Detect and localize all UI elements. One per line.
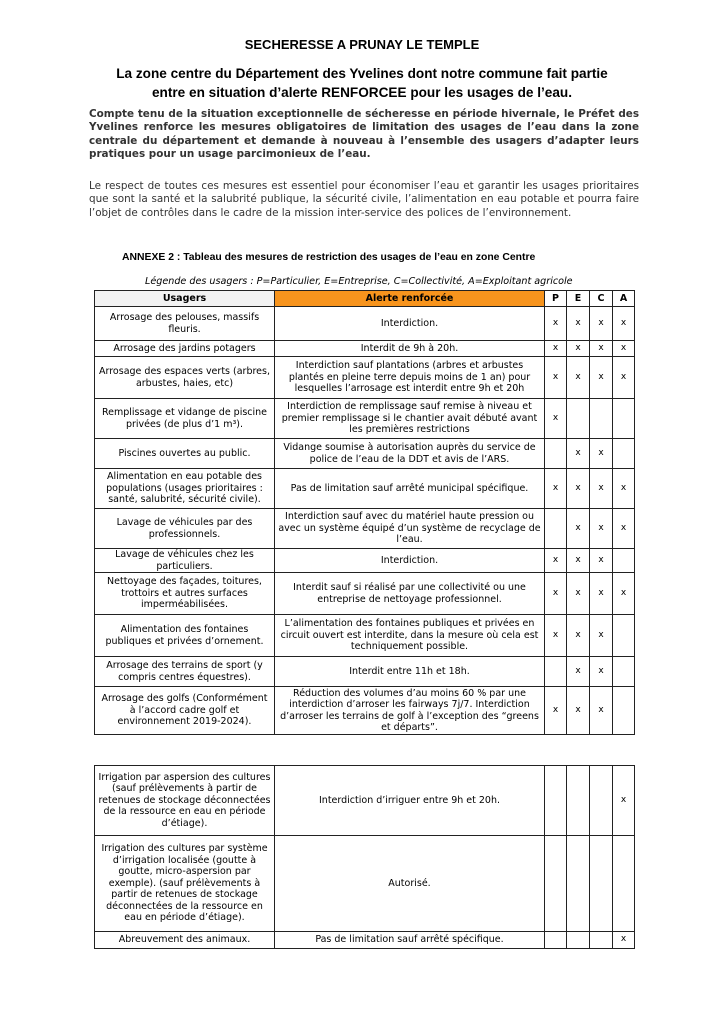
intro-paragraph-2: Le respect de toutes ces mesures est essentiel pour économiser l’eau et garantir les usages prioritaires que sont la santé et la salubrité publique, la sécurité civile, l’alimentation en eau potable et pourra faire l’objet de contrôles dans le cadre de la mission inter-service des polices de l’environnement. [89, 180, 639, 219]
measure-cell: L’alimentation des fontaines publiques et privées en circuit ouvert est interdite, dans la mesure où cela est techniquement possible. [275, 615, 545, 657]
usage-cell: Abreuvement des animaux. [95, 932, 275, 949]
table-row [95, 399, 635, 439]
table-row [95, 549, 635, 573]
cell-e: x [567, 341, 590, 357]
table-row [95, 657, 635, 687]
measure-cell: Autorisé. [275, 836, 545, 932]
cell-p: x [545, 549, 567, 573]
usage-cell: Alimentation des fontaines publiques et privées d’ornement. [95, 615, 275, 657]
cell-e: x [567, 549, 590, 573]
cell-p [545, 509, 567, 549]
table-row [95, 932, 635, 949]
cell-e [567, 766, 590, 836]
cell-e: x [567, 307, 590, 341]
subtitle-line-2: entre en situation d’alerte RENFORCEE pour les usages de l’eau. [152, 85, 572, 100]
cell-p: x [545, 573, 567, 615]
usage-cell: Piscines ouvertes au public. [95, 439, 275, 469]
cell-e: x [567, 687, 590, 735]
cell-a [613, 615, 635, 657]
measure-cell: Interdiction. [275, 307, 545, 341]
cell-e: x [567, 509, 590, 549]
cell-c: x [590, 657, 613, 687]
cell-a: x [613, 932, 635, 949]
restrictions-table [94, 290, 635, 735]
cell-a [613, 399, 635, 439]
table-row [95, 469, 635, 509]
annex-legend: Légende des usagers : P=Particulier, E=Entreprise, C=Collectivité, A=Exploitant agricole [145, 276, 573, 287]
usage-cell: Irrigation des cultures par système d’irrigation localisée (goutte à goutte, micro-aspersion par exemple). (sauf prélèvements à partir de retenues de stockage déconnectées de la ressource en eau en période d’étiage). [95, 836, 275, 932]
cell-c: x [590, 469, 613, 509]
restrictions-table-continued [94, 765, 635, 949]
usage-cell: Remplissage et vidange de piscine privées (de plus d’1 m³). [95, 399, 275, 439]
usage-cell: Irrigation par aspersion des cultures (sauf prélèvements à partir de retenues de stockage déconnectées de la ressource en eau en période d’étiage). [95, 766, 275, 836]
cell-a [613, 687, 635, 735]
table-row [95, 615, 635, 657]
cell-a: x [613, 573, 635, 615]
cell-p: x [545, 687, 567, 735]
cell-p: x [545, 615, 567, 657]
cell-e [567, 836, 590, 932]
intro-paragraph-1: Compte tenu de la situation exceptionnelle de sécheresse en période hivernale, le Préfet des Yvelines renforce les mesures obligatoires de limitation des usages de l’eau dans la zone centrale du département et demande à nouveau à l’ensemble des usagers d’adapter leurs pratiques pour un usage parcimonieux de l’eau. [89, 108, 639, 161]
cell-e: x [567, 439, 590, 469]
usage-cell: Nettoyage des façades, toitures, trottoirs et autres surfaces imperméabilisées. [95, 573, 275, 615]
cell-c [590, 399, 613, 439]
cell-e: x [567, 615, 590, 657]
cell-p: x [545, 469, 567, 509]
usage-cell: Arrosage des jardins potagers [95, 341, 275, 357]
header-usagers: Usagers [95, 291, 275, 307]
cell-c: x [590, 687, 613, 735]
cell-c: x [590, 341, 613, 357]
cell-e: x [567, 357, 590, 399]
table-row [95, 439, 635, 469]
header-p: P [545, 291, 567, 307]
cell-p: x [545, 357, 567, 399]
header-c: C [590, 291, 613, 307]
measure-cell: Réduction des volumes d’au moins 60 % par une interdiction d’arroser les fairways 7j/7. Interdiction d’arroser les terrains de golf à l’exception des “greens et départs”. [275, 687, 545, 735]
cell-p: x [545, 307, 567, 341]
cell-p [545, 657, 567, 687]
measure-cell: Pas de limitation sauf arrêté spécifique. [275, 932, 545, 949]
measure-cell: Interdit entre 11h et 18h. [275, 657, 545, 687]
usage-cell: Arrosage des pelouses, massifs fleuris. [95, 307, 275, 341]
cell-e [567, 399, 590, 439]
table-row [95, 307, 635, 341]
usage-cell: Lavage de véhicules par des professionnels. [95, 509, 275, 549]
cell-p [545, 932, 567, 949]
cell-c: x [590, 573, 613, 615]
header-e: E [567, 291, 590, 307]
cell-p: x [545, 341, 567, 357]
header-a: A [613, 291, 635, 307]
cell-c [590, 932, 613, 949]
measure-cell: Interdiction sauf avec du matériel haute pression ou avec un système équipé d’un système de recyclage de l’eau. [275, 509, 545, 549]
cell-c: x [590, 439, 613, 469]
page-title: SECHERESSE A PRUNAY LE TEMPLE [244, 37, 480, 52]
subtitle-line-1: La zone centre du Département des Yvelines dont notre commune fait partie [116, 66, 608, 81]
cell-c: x [590, 357, 613, 399]
cell-p: x [545, 399, 567, 439]
cell-c [590, 836, 613, 932]
cell-c: x [590, 615, 613, 657]
measure-cell: Interdiction d’irriguer entre 9h et 20h. [275, 766, 545, 836]
cell-c [590, 766, 613, 836]
cell-a: x [613, 766, 635, 836]
usage-cell: Lavage de véhicules chez les particuliers. [95, 549, 275, 573]
cell-c: x [590, 549, 613, 573]
cell-a: x [613, 341, 635, 357]
measure-cell: Interdiction. [275, 549, 545, 573]
usage-cell: Arrosage des terrains de sport (y compris centres équestres). [95, 657, 275, 687]
page-subtitle [60, 64, 664, 102]
cell-e [567, 932, 590, 949]
usage-cell: Arrosage des espaces verts (arbres, arbustes, haies, etc) [95, 357, 275, 399]
measure-cell: Interdiction sauf plantations (arbres et arbustes plantés en pleine terre depuis moins de 1 an) pour lesquelles l’arrosage est interdit entre 9h et 20h [275, 357, 545, 399]
table-header-row [95, 291, 635, 307]
cell-e: x [567, 573, 590, 615]
table-row [95, 766, 635, 836]
table-row [95, 573, 635, 615]
usage-cell: Arrosage des golfs (Conformément à l’accord cadre golf et environnement 2019-2024). [95, 687, 275, 735]
cell-a [613, 439, 635, 469]
cell-p [545, 766, 567, 836]
header-alerte-renforcee: Alerte renforcée [275, 291, 545, 307]
table-row [95, 836, 635, 932]
cell-a [613, 836, 635, 932]
table-row [95, 509, 635, 549]
cell-c: x [590, 307, 613, 341]
cell-a [613, 657, 635, 687]
cell-c: x [590, 509, 613, 549]
cell-e: x [567, 657, 590, 687]
measure-cell: Interdiction de remplissage sauf remise à niveau et premier remplissage si le chantier avait débuté avant les premières restrictions [275, 399, 545, 439]
cell-a: x [613, 357, 635, 399]
table-row [95, 687, 635, 735]
cell-p [545, 836, 567, 932]
measure-cell: Vidange soumise à autorisation auprès du service de police de l’eau de la DDT et avis de l’ARS. [275, 439, 545, 469]
cell-a: x [613, 307, 635, 341]
cell-a: x [613, 469, 635, 509]
table-row [95, 341, 635, 357]
cell-p [545, 439, 567, 469]
measure-cell: Pas de limitation sauf arrêté municipal spécifique. [275, 469, 545, 509]
measure-cell: Interdit de 9h à 20h. [275, 341, 545, 357]
cell-e: x [567, 469, 590, 509]
measure-cell: Interdit sauf si réalisé par une collectivité ou une entreprise de nettoyage professionnel. [275, 573, 545, 615]
usage-cell: Alimentation en eau potable des populations (usages prioritaires : santé, salubrité, sécurité civile). [95, 469, 275, 509]
cell-a: x [613, 509, 635, 549]
cell-a [613, 549, 635, 573]
table-row [95, 357, 635, 399]
annex-title: ANNEXE 2 : Tableau des mesures de restriction des usages de l’eau en zone Centre [122, 252, 536, 263]
